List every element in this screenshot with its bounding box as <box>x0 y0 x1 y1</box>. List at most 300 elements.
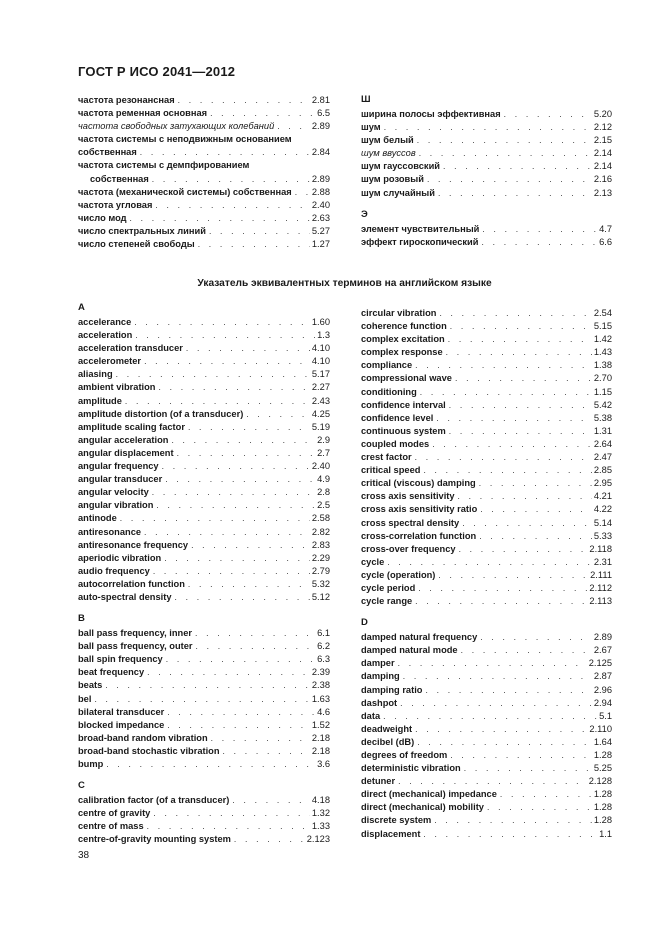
index-term: частота (механической системы) собственная <box>78 186 292 197</box>
index-term: ball pass frequency, outer <box>78 641 193 652</box>
index-term: amplitude scaling factor <box>78 421 185 432</box>
index-reference-number: 4.10 <box>311 356 330 367</box>
leader-dots <box>449 399 592 412</box>
index-entry <box>78 526 330 539</box>
index-entry <box>361 503 612 516</box>
index-reference-number: 2.9 <box>317 434 330 445</box>
leader-dots <box>458 490 592 503</box>
leader-dots <box>425 684 591 697</box>
leader-dots <box>500 788 592 801</box>
index-reference-number: 1.28 <box>593 802 612 813</box>
index-reference-number: 2.81 <box>311 95 330 105</box>
index-entry <box>78 447 330 460</box>
leader-dots <box>459 543 588 556</box>
index-reference-number: 2.111 <box>590 569 612 580</box>
leader-dots <box>403 670 592 683</box>
index-term: bel <box>78 693 92 704</box>
index-term: degrees of freedom <box>361 750 448 760</box>
index-reference-number: 2.29 <box>311 552 330 563</box>
leader-dots <box>191 539 310 552</box>
leader-dots <box>155 199 310 212</box>
index-term: antiresonance <box>78 526 142 537</box>
leader-dots <box>417 134 592 147</box>
leader-dots <box>246 408 310 421</box>
index-reference-number: 1.15 <box>593 386 612 397</box>
leader-dots <box>130 212 310 225</box>
index-term: angular frequency <box>78 461 159 472</box>
index-entry <box>361 223 612 236</box>
group-d-entries <box>361 631 612 841</box>
index-entry <box>78 355 330 368</box>
index-entry <box>361 399 612 412</box>
index-entry <box>361 595 612 608</box>
index-reference-number: 2.31 <box>593 556 612 567</box>
index-entry <box>78 434 330 447</box>
leader-dots <box>415 451 592 464</box>
leader-dots <box>423 464 591 477</box>
index-term: ambient vibration <box>78 382 156 393</box>
index-term: damping <box>361 671 400 682</box>
index-entry <box>361 173 612 186</box>
index-reference-number: 2.12 <box>593 122 612 133</box>
index-reference-number: 4.9 <box>317 474 330 485</box>
index-reference-number: 1.3 <box>317 330 330 341</box>
leader-dots <box>196 640 316 653</box>
index-term: autocorrelation function <box>78 578 185 589</box>
index-entry <box>78 159 330 172</box>
index-reference-number: 5.32 <box>311 578 330 589</box>
index-entry <box>361 372 612 385</box>
index-term: angular acceleration <box>78 434 169 445</box>
index-reference-number: 2.67 <box>593 645 612 656</box>
index-term: dashpot <box>361 697 398 708</box>
leader-dots <box>436 412 592 425</box>
index-entry <box>78 745 330 758</box>
index-reference-number: 5.33 <box>593 530 612 541</box>
leader-dots <box>177 447 315 460</box>
index-term: acceleration transducer <box>78 343 183 354</box>
leader-dots <box>432 438 592 451</box>
leader-dots <box>504 108 592 121</box>
index-entry <box>78 146 330 159</box>
index-term: cross axis sensitivity ratio <box>361 504 478 515</box>
index-entry <box>361 147 612 160</box>
index-reference-number: 2.85 <box>593 465 612 476</box>
index-entry <box>361 788 612 801</box>
index-entry <box>361 569 612 582</box>
index-entry <box>361 490 612 503</box>
leader-dots <box>427 173 592 186</box>
index-reference-number: 3.6 <box>317 759 330 769</box>
index-entry <box>361 814 612 827</box>
index-term: число спектральных линий <box>78 225 206 236</box>
leader-dots <box>147 820 310 833</box>
page-number: 38 <box>78 850 90 861</box>
index-reference-number: 1.28 <box>593 789 612 800</box>
index-term: centre-of-gravity mounting system <box>78 834 231 845</box>
index-entry <box>361 121 612 134</box>
index-entry <box>78 499 330 512</box>
index-term: decibel (dB) <box>361 736 415 747</box>
index-term: direct (mechanical) impedance <box>361 789 497 800</box>
index-term: amplitude <box>78 395 122 406</box>
index-entry <box>361 670 612 683</box>
index-term: confidence level <box>361 412 434 423</box>
index-entry <box>78 666 330 679</box>
index-entry <box>78 833 330 846</box>
index-reference-number: 2.40 <box>311 199 330 210</box>
leader-dots <box>480 631 592 644</box>
leader-dots <box>420 386 592 399</box>
index-reference-number: 1.27 <box>311 239 330 250</box>
index-term: эффект гироскопический <box>361 236 479 247</box>
index-entry <box>78 820 330 833</box>
index-term: cross-correlation function <box>361 530 477 541</box>
index-entry <box>78 238 330 251</box>
leader-dots <box>481 236 597 249</box>
leader-dots <box>175 591 310 604</box>
index-entry <box>361 775 612 788</box>
index-term: critical speed <box>361 465 421 476</box>
leader-dots <box>106 758 315 771</box>
index-entry <box>78 133 330 146</box>
index-term: bilateral transducer <box>78 706 165 717</box>
leader-dots <box>166 653 315 666</box>
index-reference-number: 2.8 <box>317 487 330 498</box>
index-term: displacement <box>361 828 421 839</box>
index-term: antinode <box>78 513 117 524</box>
index-reference-number: 1.64 <box>593 736 612 747</box>
leader-dots <box>418 582 587 595</box>
index-entry <box>361 828 612 841</box>
index-entry <box>78 368 330 381</box>
index-reference-number: 2.7 <box>317 447 330 458</box>
index-term: audio frequency <box>78 565 150 576</box>
index-entry <box>78 212 330 225</box>
leader-dots <box>144 526 310 539</box>
leader-dots <box>156 499 315 512</box>
index-entry <box>78 732 330 745</box>
index-entry <box>78 460 330 473</box>
index-entry <box>361 236 612 249</box>
leader-dots <box>140 146 310 159</box>
index-entry <box>78 316 330 329</box>
index-entry <box>78 395 330 408</box>
index-entry <box>78 381 330 394</box>
index-reference-number: 5.20 <box>593 109 612 119</box>
index-term: частота системы с неподвижным основанием <box>78 134 292 145</box>
leader-dots <box>415 359 592 372</box>
index-term: beats <box>78 680 103 691</box>
leader-dots <box>438 187 592 200</box>
leader-dots <box>415 723 587 736</box>
index-reference-number: 2.82 <box>311 526 330 537</box>
index-reference-number: 2.118 <box>589 543 612 554</box>
index-term: число мод <box>78 212 127 223</box>
index-reference-number: 1.38 <box>593 360 612 371</box>
index-term: deterministic vibration <box>361 763 461 774</box>
index-reference-number: 2.47 <box>593 452 612 463</box>
index-entry <box>361 307 612 320</box>
index-entry <box>78 486 330 499</box>
index-term: damper <box>361 658 395 669</box>
index-term: centre of mass <box>78 821 144 832</box>
index-reference-number: 4.22 <box>593 504 612 515</box>
index-reference-number: 4.18 <box>311 795 330 806</box>
leader-dots <box>487 801 592 814</box>
index-entry <box>361 451 612 464</box>
index-reference-number: 2.14 <box>593 148 612 159</box>
index-term: deadweight <box>361 723 413 734</box>
index-term: ширина полосы эффективная <box>361 109 501 119</box>
leader-dots <box>94 693 309 706</box>
leader-dots <box>105 679 310 692</box>
index-term: damped natural frequency <box>361 632 478 643</box>
leader-dots <box>387 556 592 569</box>
index-entry <box>361 697 612 710</box>
index-reference-number: 2.89 <box>311 173 330 184</box>
index-entry <box>361 762 612 775</box>
index-entry <box>361 530 612 543</box>
index-reference-number: 6.6 <box>599 236 612 247</box>
index-entry <box>78 94 330 107</box>
index-entry <box>361 386 612 399</box>
index-term: шум случайный <box>361 187 435 198</box>
index-term: broad-band random vibration <box>78 732 208 743</box>
leader-dots <box>167 719 310 732</box>
index-entry <box>361 736 612 749</box>
index-term: detuner <box>361 776 396 787</box>
group-letter-d: D <box>361 617 368 629</box>
index-term: aliasing <box>78 369 113 380</box>
index-reference-number: 5.25 <box>593 763 612 774</box>
ru-index-left-column <box>78 94 330 251</box>
leader-dots <box>448 333 592 346</box>
index-reference-number: 1.33 <box>311 821 330 832</box>
index-entry <box>78 512 330 525</box>
index-entry <box>361 359 612 372</box>
index-term: число степеней свободы <box>78 239 195 250</box>
index-term: ball pass frequency, inner <box>78 628 193 639</box>
leader-dots <box>419 147 592 160</box>
index-reference-number: 2.94 <box>593 697 612 708</box>
group-b-entries <box>78 627 330 771</box>
index-reference-number: 5.42 <box>593 399 612 410</box>
leader-dots <box>165 473 315 486</box>
index-term: auto-spectral density <box>78 591 172 602</box>
index-reference-number: 2.88 <box>311 186 330 197</box>
index-term: damping ratio <box>361 684 423 695</box>
index-reference-number: 2.110 <box>589 723 612 734</box>
index-term: cycle <box>361 556 385 567</box>
index-entry <box>78 342 330 355</box>
index-term: amplitude distortion (of a transducer) <box>78 408 244 419</box>
index-entry <box>361 425 612 438</box>
index-entry <box>78 693 330 706</box>
index-reference-number: 2.39 <box>311 667 330 678</box>
leader-dots <box>209 225 310 238</box>
index-entry <box>78 640 330 653</box>
index-reference-number: 4.7 <box>599 223 612 234</box>
index-entry <box>361 556 612 569</box>
index-term: data <box>361 710 381 721</box>
index-term: accelerometer <box>78 356 142 367</box>
index-term: critical (viscous) damping <box>361 478 476 489</box>
index-term: damped natural mode <box>361 645 458 656</box>
leader-dots <box>384 121 592 134</box>
leader-dots <box>125 395 310 408</box>
leader-dots <box>178 94 310 107</box>
index-term: ball spin frequency <box>78 654 163 665</box>
index-term: собственная <box>90 173 149 184</box>
index-term: angular displacement <box>78 447 174 458</box>
leader-dots <box>153 807 310 820</box>
index-entry <box>78 199 330 212</box>
leader-dots <box>479 530 592 543</box>
index-reference-number: 1.52 <box>311 719 330 730</box>
group-e-entries <box>361 223 612 249</box>
group-sh-entries <box>361 108 612 200</box>
index-term: шум <box>361 122 381 133</box>
index-reference-number: 1.28 <box>593 815 612 826</box>
index-term: элемент чувствительный <box>361 223 480 234</box>
index-reference-number: 2.40 <box>311 461 330 472</box>
index-term: cycle range <box>361 596 413 607</box>
index-entry <box>78 578 330 591</box>
index-reference-number: 2.5 <box>317 500 330 511</box>
index-term: частота резонансная <box>78 95 175 105</box>
index-reference-number: 2.43 <box>311 395 330 406</box>
index-reference-number: 6.5 <box>317 108 330 119</box>
index-entry <box>78 107 330 120</box>
group-a-entries <box>78 316 330 604</box>
leader-dots <box>116 368 310 381</box>
index-reference-number: 2.18 <box>311 745 330 756</box>
index-entry <box>361 333 612 346</box>
group-c-entries <box>78 794 330 846</box>
index-entry <box>361 801 612 814</box>
index-term: complex excitation <box>361 334 445 345</box>
leader-dots <box>152 486 315 499</box>
index-reference-number: 2.83 <box>311 539 330 550</box>
index-term: aperiodic vibration <box>78 552 162 563</box>
group-c-continued-entries <box>361 307 612 608</box>
index-entry <box>361 631 612 644</box>
index-term: angular velocity <box>78 487 149 498</box>
index-reference-number: 2.87 <box>593 671 612 682</box>
index-term: coupled modes <box>361 438 430 449</box>
index-entry <box>78 186 330 199</box>
index-term: шум ввуссов <box>361 148 416 159</box>
leader-dots <box>461 644 592 657</box>
index-term: coherence function <box>361 321 447 332</box>
index-reference-number: 5.1 <box>599 710 612 721</box>
leader-dots <box>439 307 591 320</box>
index-entry <box>361 684 612 697</box>
index-reference-number: 1.1 <box>599 828 612 839</box>
index-reference-number: 4.6 <box>317 706 330 717</box>
index-reference-number: 2.38 <box>311 680 330 691</box>
index-entry <box>78 173 330 186</box>
index-term: cross spectral density <box>361 517 460 528</box>
leader-dots <box>162 460 310 473</box>
index-reference-number: 2.96 <box>593 684 612 695</box>
index-entry <box>78 329 330 342</box>
leader-dots <box>480 503 592 516</box>
leader-dots <box>234 833 305 846</box>
group-letter-a: A <box>78 302 85 313</box>
index-reference-number: 6.3 <box>317 654 330 665</box>
leader-dots <box>443 160 592 173</box>
index-entry <box>78 120 330 133</box>
index-reference-number: 1.60 <box>311 317 330 327</box>
leader-dots <box>398 775 587 788</box>
index-entry <box>78 473 330 486</box>
index-reference-number: 5.27 <box>311 225 330 236</box>
index-entry <box>78 552 330 565</box>
index-reference-number: 2.128 <box>588 776 612 787</box>
group-letter-e: Э <box>361 208 368 220</box>
leader-dots <box>152 173 310 186</box>
index-entry <box>361 749 612 762</box>
index-entry <box>361 543 612 556</box>
index-term: частота ременная основная <box>78 108 208 119</box>
index-entry <box>78 627 330 640</box>
index-entry <box>361 412 612 425</box>
index-entry <box>78 758 330 771</box>
index-term: accelerance <box>78 317 132 327</box>
index-term: blocked impedance <box>78 719 165 730</box>
index-reference-number: 2.113 <box>589 596 612 607</box>
index-reference-number: 4.10 <box>311 343 330 354</box>
index-term: conditioning <box>361 386 417 397</box>
leader-dots <box>482 223 597 236</box>
index-term: confidence interval <box>361 399 446 410</box>
index-entry <box>78 225 330 238</box>
index-entry <box>361 582 612 595</box>
en-index-left-column <box>78 302 330 846</box>
index-entry <box>361 346 612 359</box>
index-reference-number: 1.32 <box>311 808 330 819</box>
leader-dots <box>434 814 592 827</box>
leader-dots <box>449 425 592 438</box>
group-letter-c: C <box>78 780 85 792</box>
index-term: bump <box>78 759 104 769</box>
index-entry <box>361 464 612 477</box>
index-term: шум гауссовский <box>361 161 440 172</box>
index-entry <box>361 134 612 147</box>
ru-index-right-column <box>361 94 612 249</box>
index-reference-number: 4.21 <box>593 491 612 502</box>
index-reference-number: 5.14 <box>593 517 612 528</box>
index-entry <box>361 477 612 490</box>
index-term: cycle period <box>361 582 416 593</box>
index-term: complex response <box>361 347 443 358</box>
index-entry <box>78 591 330 604</box>
index-reference-number: 2.27 <box>311 382 330 393</box>
index-reference-number: 2.84 <box>311 147 330 158</box>
index-entry <box>78 408 330 421</box>
leader-dots <box>295 186 310 199</box>
leader-dots <box>188 421 310 434</box>
index-reference-number: 5.19 <box>311 421 330 432</box>
leader-dots <box>438 569 588 582</box>
index-reference-number: 2.70 <box>593 373 612 384</box>
index-reference-number: 6.2 <box>317 641 330 652</box>
leader-dots <box>134 316 310 329</box>
index-term: частота угловая <box>78 199 153 210</box>
index-reference-number: 2.125 <box>588 658 612 669</box>
